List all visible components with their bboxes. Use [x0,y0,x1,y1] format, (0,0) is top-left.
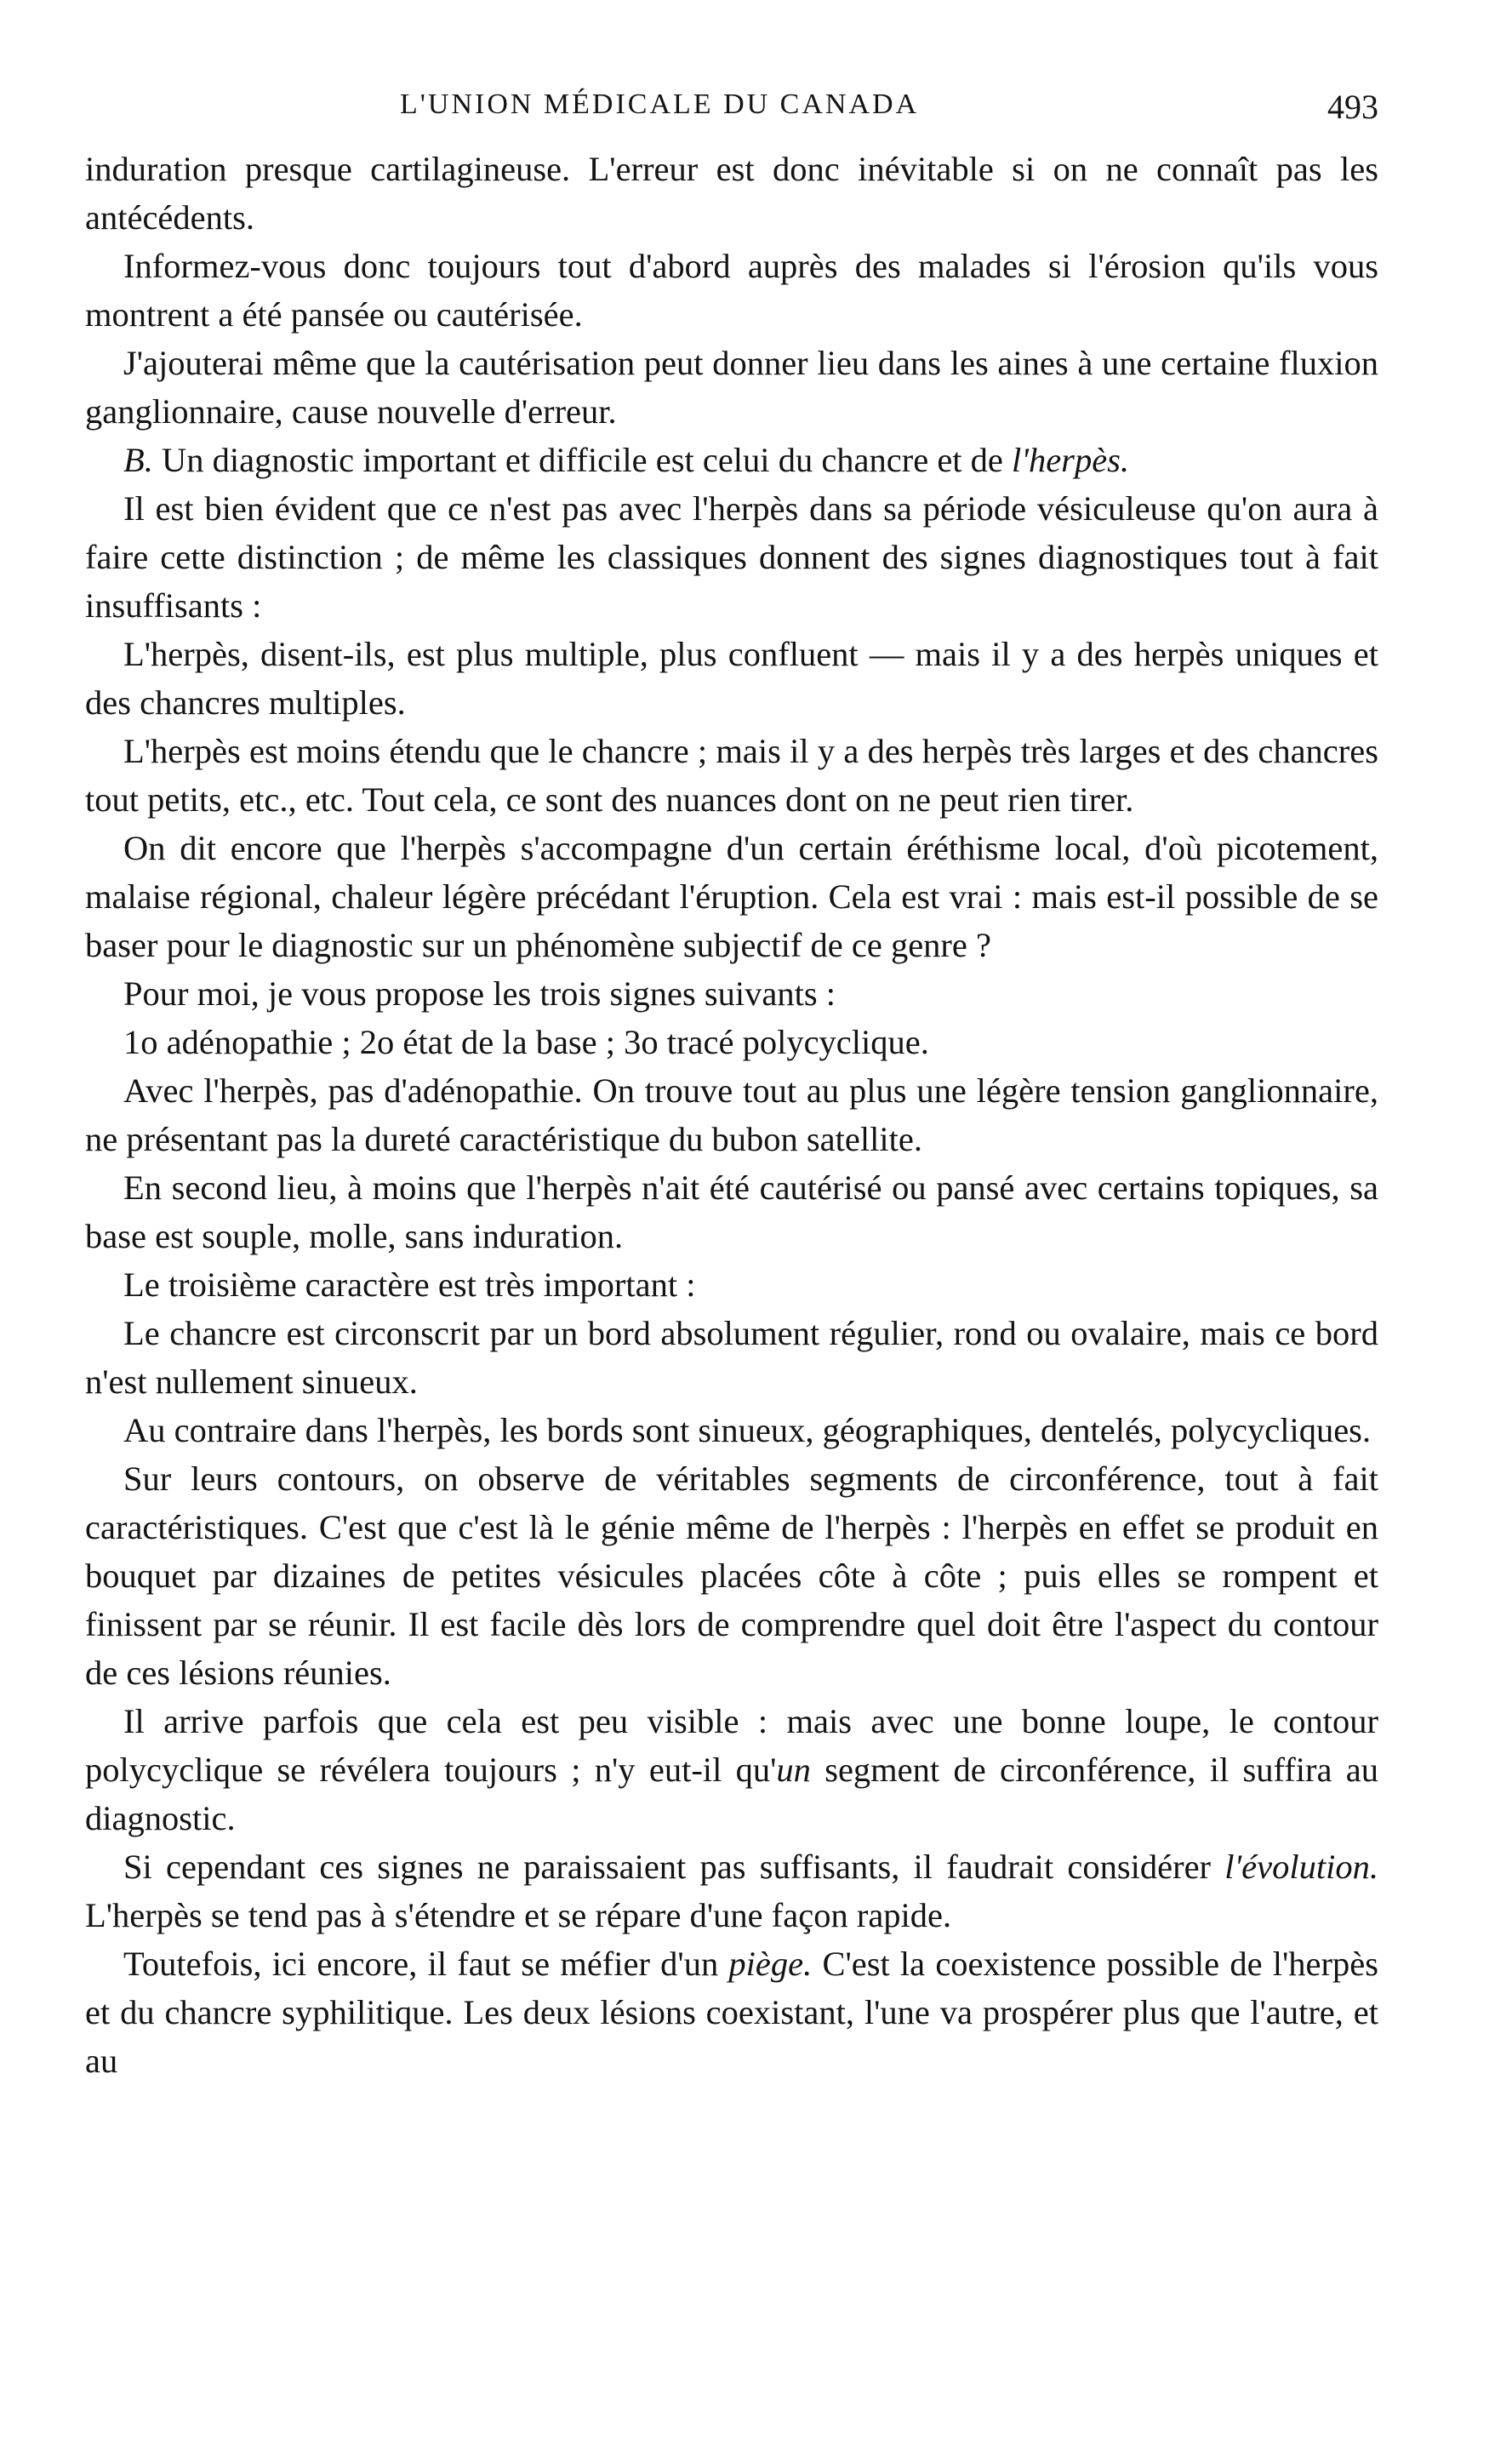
text-run: segment de circonférence, il suffira au diagnostic. [85,1751,1378,1837]
paragraph [85,1697,1378,1842]
text-run: Sur leurs contours, on observe de véritables segments de circonférence, tout à fait caractéristiques. C'est que c'est là le génie même de l'herpès : l'herpès en effet se produit en bouquet par dizaines de petites vésicules placées côte à côte ; puis elles se rompent et finissent par se réunir. Il est facile dès lors de comprendre quel doit être l'aspect du contour de ces lésions réunies. [85,1459,1378,1692]
paragraph [85,630,1378,727]
paragraph [85,1018,1378,1066]
paragraph [85,145,1378,242]
paragraph [85,969,1378,1018]
text-run: J'ajouterai même que la cautérisation peut donner lieu dans les aines à une certaine fluxion ganglionnaire, cause nouvelle d'erreur. [85,344,1378,431]
document-page [85,77,1378,2374]
page-header [85,77,1378,128]
paragraph [85,1842,1378,1939]
italic-text: piège. [728,1945,813,1983]
paragraph [85,1406,1378,1454]
body-text [85,145,1378,2085]
text-run: L'herpès se tend pas à s'étendre et se répare d'une façon rapide. [85,1896,952,1934]
page-number: 493 [1327,88,1378,126]
running-title: L'UNION MÉDICALE DU CANADA [400,89,920,120]
paragraph [85,339,1378,436]
text-run: Le chancre est circonscrit par un bord absolument régulier, rond ou ovalaire, mais ce bord n'est nullement sinueux. [85,1314,1378,1401]
paragraph [85,1309,1378,1406]
paragraph [85,436,1378,484]
text-run: Le troisième caractère est très important : [123,1265,696,1304]
italic-text: B. [123,441,153,479]
text-run: L'herpès, disent-ils, est plus multiple, plus confluent — mais il y a des herpès uniques et des chancres multiples. [85,635,1378,722]
paragraph [85,1454,1378,1697]
italic-text: l'herpès. [1012,441,1130,479]
text-run: L'herpès est moins étendu que le chancre ; mais il y a des herpès très larges et des chancres tout petits, etc., etc. Tout cela, ce sont des nuances dont on ne peut rien tirer. [85,732,1378,819]
text-run: Pour moi, je vous propose les trois signes suivants : [123,974,836,1013]
text-run: Il arrive parfois que cela est peu visible : mais avec une bonne loupe, le contour polycyclique se révélera toujours ; n'y eut-il qu' [85,1702,1378,1789]
text-run: Il est bien évident que ce n'est pas avec l'herpès dans sa période vésiculeuse qu'on aura à faire cette distinction ; de même les classiques donnent des signes diagnostiques tout à fait insuffisants : [85,489,1378,625]
text-run: Un diagnostic important et difficile est celui du chancre et de [152,441,1013,479]
text-run: 1o adénopathie ; 2o état de la base ; 3o tracé polycyclique. [123,1023,929,1061]
text-run: En second lieu, à moins que l'herpès n'ait été cautérisé ou pansé avec certains topiques, sa base est souple, molle, sans induration. [85,1168,1378,1255]
paragraph [85,1939,1378,2085]
paragraph [85,824,1378,969]
text-run: Avec l'herpès, pas d'adénopathie. On trouve tout au plus une légère tension ganglionnaire, ne présentant pas la dureté caractéristique du bubon satellite. [85,1071,1378,1158]
text-run: induration presque cartilagineuse. L'erreur est donc inévitable si on ne connaît pas les antécédents. [85,150,1378,237]
paragraph [85,1163,1378,1260]
paragraph [85,1260,1378,1309]
paragraph [85,727,1378,824]
text-run: Au contraire dans l'herpès, les bords sont sinueux, géographiques, dentelés, polycycliques. [123,1411,1372,1449]
text-run: Toutefois, ici encore, il faut se méfier d'un [123,1945,729,1983]
text-run: On dit encore que l'herpès s'accompagne d'un certain éréthisme local, d'où picotement, malaise régional, chaleur légère précédant l'éruption. Cela est vrai : mais est-il possible de se baser pour le diagnostic sur un phénomène subjectif de ce genre ? [85,829,1378,964]
italic-text: l'évolution. [1224,1848,1378,1886]
italic-text: un [776,1751,811,1789]
paragraph [85,242,1378,339]
paragraph [85,1066,1378,1163]
text-run: C'est la coexistence possible de l'herpès et du chancre syphilitique. Les deux lésions coexistant, l'une va prospérer plus que l'autre, et au [85,1945,1378,2080]
text-run: Si cependant ces signes ne paraissaient pas suffisants, il faudrait considérer [123,1848,1225,1886]
paragraph [85,484,1378,630]
text-run: Informez-vous donc toujours tout d'abord auprès des malades si l'érosion qu'ils vous montrent a été pansée ou cautérisée. [85,247,1378,334]
